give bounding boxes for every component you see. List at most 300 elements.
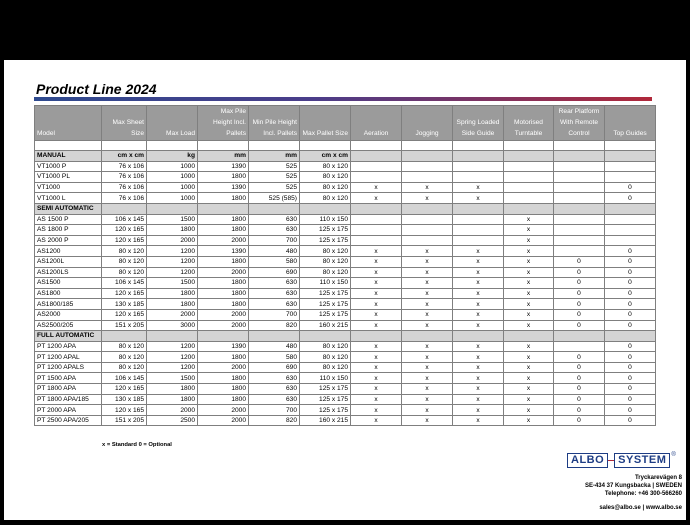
- spec-value: 2000: [198, 235, 249, 246]
- column-header: Min Pile Height Incl. Pallets: [249, 106, 300, 141]
- feature-mark: x: [351, 341, 402, 352]
- feature-mark: x: [453, 193, 504, 204]
- feature-mark: 0: [554, 256, 605, 267]
- spec-value: 1500: [147, 214, 198, 225]
- section-cell: [102, 203, 147, 214]
- model-name: AS2000: [35, 309, 102, 320]
- spec-value: 80 x 120: [300, 172, 351, 183]
- spec-value: 1000: [147, 182, 198, 193]
- column-header: Aeration: [351, 106, 402, 141]
- model-name: PT 1500 APA: [35, 373, 102, 384]
- section-cell: [453, 151, 504, 162]
- spec-value: 120 x 165: [102, 225, 147, 236]
- feature-mark: x: [453, 405, 504, 416]
- spec-value: 110 x 150: [300, 278, 351, 289]
- feature-mark: x: [402, 405, 453, 416]
- spec-value: 160 x 215: [300, 415, 351, 426]
- feature-mark: x: [351, 288, 402, 299]
- column-header: Spring Loaded Side Guide: [453, 106, 504, 141]
- feature-mark: x: [504, 225, 554, 236]
- feature-mark: 0: [605, 362, 656, 373]
- model-name: PT 1800 APA: [35, 384, 102, 395]
- feature-mark: [351, 214, 402, 225]
- feature-mark: [554, 341, 605, 352]
- section-cell: [147, 331, 198, 342]
- spec-value: 1800: [198, 256, 249, 267]
- feature-mark: [605, 225, 656, 236]
- spec-value: 2000: [198, 267, 249, 278]
- model-name: PT 2000 APA: [35, 405, 102, 416]
- spec-value: 125 x 175: [300, 394, 351, 405]
- spec-value: 1800: [147, 299, 198, 310]
- spec-value: 110 x 150: [300, 373, 351, 384]
- feature-mark: 0: [605, 394, 656, 405]
- spec-value: 80 x 120: [300, 341, 351, 352]
- feature-mark: x: [351, 352, 402, 363]
- table-row: [35, 415, 656, 426]
- section-cell: [402, 151, 453, 162]
- feature-mark: x: [402, 362, 453, 373]
- feature-mark: x: [453, 362, 504, 373]
- spec-value: 125 x 175: [300, 288, 351, 299]
- spec-value: 2000: [198, 320, 249, 331]
- section-cell: [351, 331, 402, 342]
- feature-mark: x: [402, 320, 453, 331]
- spec-value: 76 x 106: [102, 172, 147, 183]
- spec-value: 80 x 120: [102, 267, 147, 278]
- feature-mark: 0: [605, 405, 656, 416]
- feature-mark: x: [453, 384, 504, 395]
- spec-value: 76 x 106: [102, 161, 147, 172]
- feature-mark: 0: [554, 373, 605, 384]
- spec-value: 125 x 175: [300, 235, 351, 246]
- feature-mark: [351, 235, 402, 246]
- feature-mark: x: [504, 299, 554, 310]
- spec-value: 106 x 145: [102, 373, 147, 384]
- section-cell: [554, 151, 605, 162]
- spec-value: 480: [249, 341, 300, 352]
- spec-value: 1390: [198, 246, 249, 257]
- feature-mark: 0: [605, 415, 656, 426]
- feature-mark: 0: [605, 256, 656, 267]
- feature-mark: x: [402, 182, 453, 193]
- spec-value: 630: [249, 373, 300, 384]
- feature-mark: 0: [554, 352, 605, 363]
- section-row: [35, 151, 656, 162]
- feature-mark: x: [351, 267, 402, 278]
- spec-value: 1390: [198, 341, 249, 352]
- model-name: VT1000: [35, 182, 102, 193]
- feature-mark: 0: [605, 193, 656, 204]
- feature-mark: x: [351, 415, 402, 426]
- feature-mark: x: [504, 373, 554, 384]
- spec-value: 1500: [147, 373, 198, 384]
- spec-value: 1800: [147, 288, 198, 299]
- spec-value: 630: [249, 299, 300, 310]
- spec-value: 1200: [147, 246, 198, 257]
- feature-mark: [453, 161, 504, 172]
- spec-value: 1800: [198, 193, 249, 204]
- spec-value: 2000: [198, 309, 249, 320]
- table-row: [35, 235, 656, 246]
- feature-mark: [504, 172, 554, 183]
- feature-mark: x: [504, 235, 554, 246]
- spec-value: 80 x 120: [102, 362, 147, 373]
- table-row: [35, 193, 656, 204]
- section-cell: [504, 331, 554, 342]
- spec-value: 1800: [198, 214, 249, 225]
- table-row: [35, 256, 656, 267]
- feature-mark: [504, 182, 554, 193]
- feature-mark: x: [504, 214, 554, 225]
- spec-value: 80 x 120: [102, 341, 147, 352]
- feature-mark: [554, 246, 605, 257]
- spec-value: 80 x 120: [300, 267, 351, 278]
- feature-mark: x: [504, 415, 554, 426]
- spec-value: 80 x 120: [102, 246, 147, 257]
- spec-value: 76 x 106: [102, 193, 147, 204]
- logo-right: SYSTEM: [614, 453, 670, 468]
- feature-mark: x: [504, 267, 554, 278]
- feature-mark: 0: [605, 246, 656, 257]
- model-name: AS 1500 P: [35, 214, 102, 225]
- feature-mark: x: [504, 246, 554, 257]
- feature-mark: 0: [554, 394, 605, 405]
- spec-value: 580: [249, 256, 300, 267]
- feature-mark: [554, 172, 605, 183]
- feature-mark: x: [453, 299, 504, 310]
- spec-value: 1390: [198, 161, 249, 172]
- feature-mark: 0: [554, 267, 605, 278]
- feature-mark: x: [351, 394, 402, 405]
- feature-mark: x: [351, 193, 402, 204]
- spec-value: 125 x 175: [300, 299, 351, 310]
- spec-value: 1200: [147, 256, 198, 267]
- spec-value: 1000: [147, 161, 198, 172]
- spec-value: 106 x 145: [102, 278, 147, 289]
- feature-mark: x: [453, 182, 504, 193]
- feature-mark: 0: [605, 352, 656, 363]
- spec-value: 525: [249, 182, 300, 193]
- section-cell: [198, 203, 249, 214]
- address-block: [585, 474, 682, 499]
- section-cell: [402, 203, 453, 214]
- feature-mark: x: [351, 182, 402, 193]
- spec-value: 525: [249, 161, 300, 172]
- spec-value: 3000: [147, 320, 198, 331]
- spec-value: 700: [249, 309, 300, 320]
- spec-value: 820: [249, 415, 300, 426]
- feature-mark: 0: [605, 341, 656, 352]
- feature-mark: x: [453, 288, 504, 299]
- feature-mark: [453, 225, 504, 236]
- spec-value: 1800: [198, 172, 249, 183]
- spec-value: 80 x 120: [300, 193, 351, 204]
- section-row: [35, 331, 656, 342]
- spec-value: 80 x 120: [300, 352, 351, 363]
- feature-mark: x: [402, 309, 453, 320]
- feature-mark: [402, 161, 453, 172]
- feature-mark: [504, 161, 554, 172]
- spec-value: 700: [249, 405, 300, 416]
- feature-mark: x: [402, 341, 453, 352]
- feature-mark: x: [504, 320, 554, 331]
- spec-value: 125 x 175: [300, 384, 351, 395]
- feature-mark: x: [453, 246, 504, 257]
- feature-mark: 0: [554, 415, 605, 426]
- address-phone: Telephone: +46 300-566260: [604, 491, 682, 498]
- feature-mark: 0: [605, 182, 656, 193]
- feature-mark: 0: [605, 278, 656, 289]
- model-name: VT1000 P: [35, 161, 102, 172]
- table-row: [35, 225, 656, 236]
- model-name: AS1200LS: [35, 267, 102, 278]
- table-row: [35, 288, 656, 299]
- feature-mark: x: [453, 394, 504, 405]
- spec-value: 630: [249, 394, 300, 405]
- feature-mark: x: [402, 246, 453, 257]
- feature-mark: [402, 235, 453, 246]
- product-sheet: [4, 60, 686, 520]
- spec-value: 120 x 165: [102, 288, 147, 299]
- feature-mark: x: [504, 362, 554, 373]
- feature-mark: 0: [554, 309, 605, 320]
- column-header: Rear Platform With Remote Control: [554, 106, 605, 141]
- feature-mark: x: [453, 341, 504, 352]
- feature-mark: [605, 214, 656, 225]
- spec-value: 80 x 120: [300, 362, 351, 373]
- spec-value: 125 x 175: [300, 309, 351, 320]
- spec-value: 151 x 205: [102, 415, 147, 426]
- spec-value: 1200: [147, 362, 198, 373]
- spec-value: 125 x 175: [300, 405, 351, 416]
- model-name: AS1800: [35, 288, 102, 299]
- feature-mark: x: [504, 341, 554, 352]
- feature-mark: x: [351, 309, 402, 320]
- spec-value: 1800: [198, 299, 249, 310]
- feature-mark: x: [453, 309, 504, 320]
- feature-mark: x: [402, 373, 453, 384]
- table-row: [35, 161, 656, 172]
- feature-mark: [351, 161, 402, 172]
- feature-mark: 0: [554, 320, 605, 331]
- section-cell: [504, 203, 554, 214]
- feature-mark: x: [504, 288, 554, 299]
- spec-value: 630: [249, 288, 300, 299]
- model-name: PT 1800 APA/185: [35, 394, 102, 405]
- model-name: PT 1200 APAL: [35, 352, 102, 363]
- feature-mark: [554, 225, 605, 236]
- feature-mark: x: [402, 352, 453, 363]
- feature-mark: x: [453, 320, 504, 331]
- page-title: Product Line 2024: [36, 81, 157, 97]
- spec-value: 1200: [147, 267, 198, 278]
- section-cell: [300, 203, 351, 214]
- feature-mark: x: [402, 278, 453, 289]
- column-header: Jogging: [402, 106, 453, 141]
- spec-value: 630: [249, 384, 300, 395]
- table-row: [35, 352, 656, 363]
- feature-mark: x: [351, 246, 402, 257]
- feature-mark: [351, 172, 402, 183]
- column-header: Top Guides: [605, 106, 656, 141]
- column-header: Max Sheet Size: [102, 106, 147, 141]
- spec-value: 2500: [147, 415, 198, 426]
- spec-value: 120 x 165: [102, 235, 147, 246]
- feature-mark: [453, 214, 504, 225]
- column-header: Max Pallet Size: [300, 106, 351, 141]
- table-row: [35, 373, 656, 384]
- feature-mark: x: [402, 384, 453, 395]
- table-row: [35, 384, 656, 395]
- spec-value: 80 x 120: [102, 352, 147, 363]
- spec-value: 125 x 175: [300, 225, 351, 236]
- table-row: [35, 182, 656, 193]
- model-name: PT 1200 APA: [35, 341, 102, 352]
- spec-value: 1800: [147, 394, 198, 405]
- feature-mark: [504, 193, 554, 204]
- spec-value: 1500: [147, 278, 198, 289]
- spec-value: 2000: [198, 405, 249, 416]
- section-row: [35, 203, 656, 214]
- feature-mark: x: [351, 278, 402, 289]
- section-cell: [605, 151, 656, 162]
- logo-left: ALBO: [567, 453, 608, 468]
- feature-mark: [605, 161, 656, 172]
- feature-mark: 0: [554, 362, 605, 373]
- spec-value: 1800: [198, 288, 249, 299]
- section-name: FULL AUTOMATIC: [35, 331, 102, 342]
- table-row: [35, 405, 656, 416]
- section-cell: [605, 331, 656, 342]
- address-street: Tryckarevägen 8: [634, 475, 682, 481]
- spec-value: 130 x 185: [102, 299, 147, 310]
- feature-mark: 0: [554, 405, 605, 416]
- model-name: AS 1800 P: [35, 225, 102, 236]
- feature-mark: 0: [554, 299, 605, 310]
- feature-mark: x: [402, 415, 453, 426]
- feature-mark: [554, 193, 605, 204]
- spec-value: 80 x 120: [300, 256, 351, 267]
- spec-value: 2000: [147, 235, 198, 246]
- unit-label: mm: [249, 151, 300, 162]
- feature-mark: x: [351, 320, 402, 331]
- spec-value: 1800: [198, 352, 249, 363]
- unit-label: cm x cm: [102, 151, 147, 162]
- feature-mark: x: [402, 394, 453, 405]
- spec-value: 1000: [147, 172, 198, 183]
- spec-value: 1200: [147, 352, 198, 363]
- spec-value: 1800: [147, 384, 198, 395]
- spec-value: 1800: [198, 278, 249, 289]
- table-row: [35, 246, 656, 257]
- spec-value: 2000: [198, 362, 249, 373]
- spec-value: 120 x 165: [102, 384, 147, 395]
- spec-value: 1000: [147, 193, 198, 204]
- model-name: PT 2500 APA/205: [35, 415, 102, 426]
- spec-value: 106 x 145: [102, 214, 147, 225]
- model-name: AS1500: [35, 278, 102, 289]
- section-cell: [554, 331, 605, 342]
- feature-mark: x: [351, 362, 402, 373]
- feature-mark: x: [453, 256, 504, 267]
- feature-mark: x: [453, 278, 504, 289]
- feature-mark: x: [453, 352, 504, 363]
- feature-mark: [554, 214, 605, 225]
- legend: x = Standard 0 = Optional: [102, 442, 172, 448]
- column-header: Motorised Turntable: [504, 106, 554, 141]
- model-name: AS1800/185: [35, 299, 102, 310]
- feature-mark: 0: [605, 320, 656, 331]
- spec-value: 80 x 120: [102, 256, 147, 267]
- feature-mark: x: [402, 288, 453, 299]
- feature-mark: [402, 214, 453, 225]
- table-row: [35, 267, 656, 278]
- spec-value: 1800: [198, 373, 249, 384]
- spec-value: 130 x 185: [102, 394, 147, 405]
- model-name: AS1200: [35, 246, 102, 257]
- spec-value: 120 x 165: [102, 309, 147, 320]
- spec-value: 2000: [198, 415, 249, 426]
- section-cell: [453, 203, 504, 214]
- model-name: AS1200L: [35, 256, 102, 267]
- spec-value: 525: [249, 172, 300, 183]
- section-cell: [249, 203, 300, 214]
- product-table: [34, 105, 656, 426]
- feature-mark: x: [504, 256, 554, 267]
- spec-value: 1200: [147, 341, 198, 352]
- feature-mark: [554, 182, 605, 193]
- model-name: AS2500/205: [35, 320, 102, 331]
- table-row: [35, 214, 656, 225]
- feature-mark: x: [504, 394, 554, 405]
- spec-value: 630: [249, 225, 300, 236]
- section-cell: [554, 203, 605, 214]
- feature-mark: x: [504, 352, 554, 363]
- table-row: [35, 320, 656, 331]
- column-header: Max Pile Height Incl. Pallets: [198, 106, 249, 141]
- spec-value: 1800: [198, 384, 249, 395]
- table-row: [35, 299, 656, 310]
- spec-value: 80 x 120: [300, 182, 351, 193]
- feature-mark: 0: [554, 278, 605, 289]
- spec-value: 1390: [198, 182, 249, 193]
- feature-mark: x: [504, 309, 554, 320]
- section-cell: [402, 331, 453, 342]
- section-cell: [504, 151, 554, 162]
- section-cell: [249, 331, 300, 342]
- section-cell: [605, 203, 656, 214]
- feature-mark: x: [504, 405, 554, 416]
- table-row: [35, 362, 656, 373]
- spec-value: 2000: [147, 309, 198, 320]
- spec-value: 525 (585): [249, 193, 300, 204]
- spec-value: 580: [249, 352, 300, 363]
- feature-mark: [605, 172, 656, 183]
- feature-mark: [351, 225, 402, 236]
- section-cell: [198, 331, 249, 342]
- spec-value: 151 x 205: [102, 320, 147, 331]
- contact-line[interactable]: sales@albo.se | www.albo.se: [599, 505, 682, 511]
- feature-mark: x: [504, 384, 554, 395]
- feature-mark: x: [453, 373, 504, 384]
- model-name: AS 2000 P: [35, 235, 102, 246]
- feature-mark: 0: [605, 373, 656, 384]
- feature-mark: [554, 161, 605, 172]
- albo-system-logo: [567, 452, 687, 469]
- section-cell: [351, 203, 402, 214]
- table-row: [35, 341, 656, 352]
